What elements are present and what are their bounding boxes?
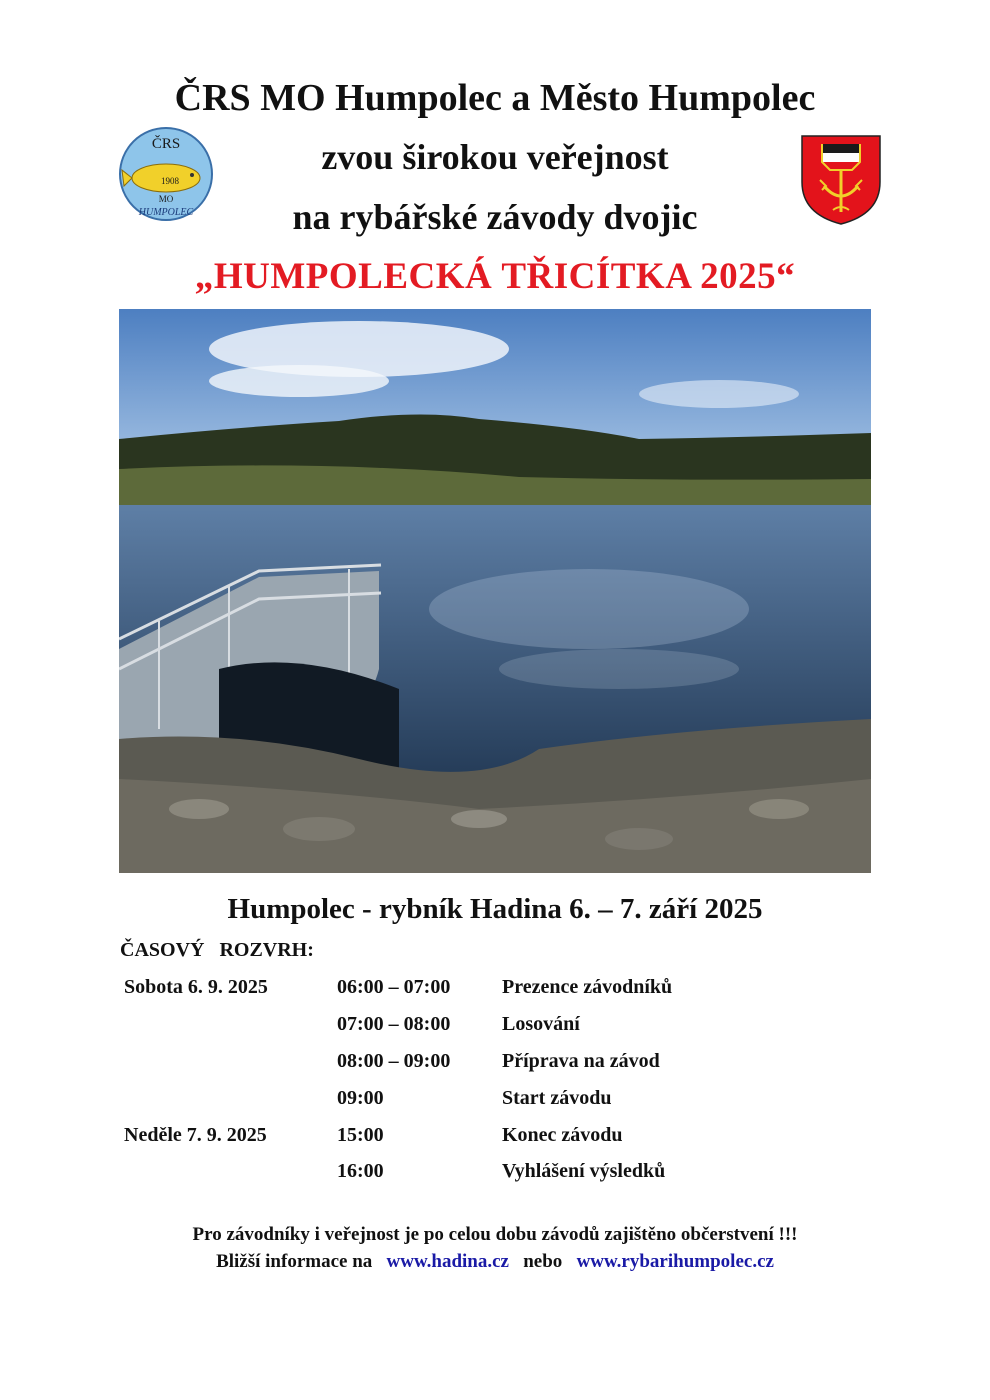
schedule-activity: Konec závodu — [502, 1124, 623, 1146]
schedule-time: 07:00 – 08:00 — [337, 1013, 451, 1035]
schedule-time: 06:00 – 07:00 — [337, 976, 451, 998]
logo-bottom-text: HUMPOLEC — [138, 207, 194, 218]
link-hadina[interactable]: www.hadina.cz — [386, 1251, 509, 1272]
more-info-label: Bližší informace na — [216, 1251, 373, 1272]
schedule-row — [0, 1013, 990, 1043]
schedule-activity: Start závodu — [502, 1087, 612, 1109]
crs-humpolec-logo — [118, 126, 214, 222]
header-line-2: zvou širokou veřejnost — [321, 137, 669, 177]
humpolec-coat-of-arms-icon — [800, 134, 882, 226]
schedule-time: 08:00 – 09:00 — [337, 1050, 451, 1072]
more-info-line — [0, 1251, 990, 1273]
schedule-activity: Vyhlášení výsledků — [502, 1160, 666, 1182]
logo-year: 1908 — [161, 176, 179, 186]
schedule-activity: Losování — [502, 1013, 580, 1035]
header-line-3: na rybářské závody dvojic — [292, 197, 698, 237]
schedule-time: 15:00 — [337, 1124, 384, 1146]
logo-top-text: ČRS — [151, 136, 181, 152]
header-line-1: ČRS MO Humpolec a Město Humpolec — [174, 77, 816, 119]
link-rybarihumpolec[interactable]: www.rybarihumpolec.cz — [576, 1251, 774, 1272]
schedule-activity: Příprava na závod — [502, 1050, 660, 1072]
schedule-row — [0, 1124, 990, 1154]
schedule-activity: Prezence závodníků — [502, 976, 673, 998]
link-connector: nebo — [523, 1251, 563, 1272]
schedule-row — [0, 1050, 990, 1080]
schedule-row — [0, 976, 990, 1006]
logo-mo: MO — [158, 194, 174, 204]
schedule-day: Neděle 7. 9. 2025 — [124, 1124, 267, 1146]
hadina-pond-photo — [119, 309, 871, 873]
schedule-title: ČASOVÝ ROZVRH: — [120, 939, 314, 961]
schedule-day: Sobota 6. 9. 2025 — [124, 976, 268, 998]
venue-and-date: Humpolec - rybník Hadina 6. – 7. září 2025 — [227, 893, 763, 925]
event-title: „HUMPOLECKÁ TŘICÍTKA 2025“ — [194, 256, 796, 297]
schedule-row — [0, 1087, 990, 1117]
schedule-time: 16:00 — [337, 1160, 384, 1182]
refreshment-notice: Pro závodníky i veřejnost je po celou dobu závodů zajištěno občerstvení !!! — [192, 1224, 798, 1245]
schedule-row — [0, 1160, 990, 1190]
schedule-time: 09:00 — [337, 1087, 384, 1109]
